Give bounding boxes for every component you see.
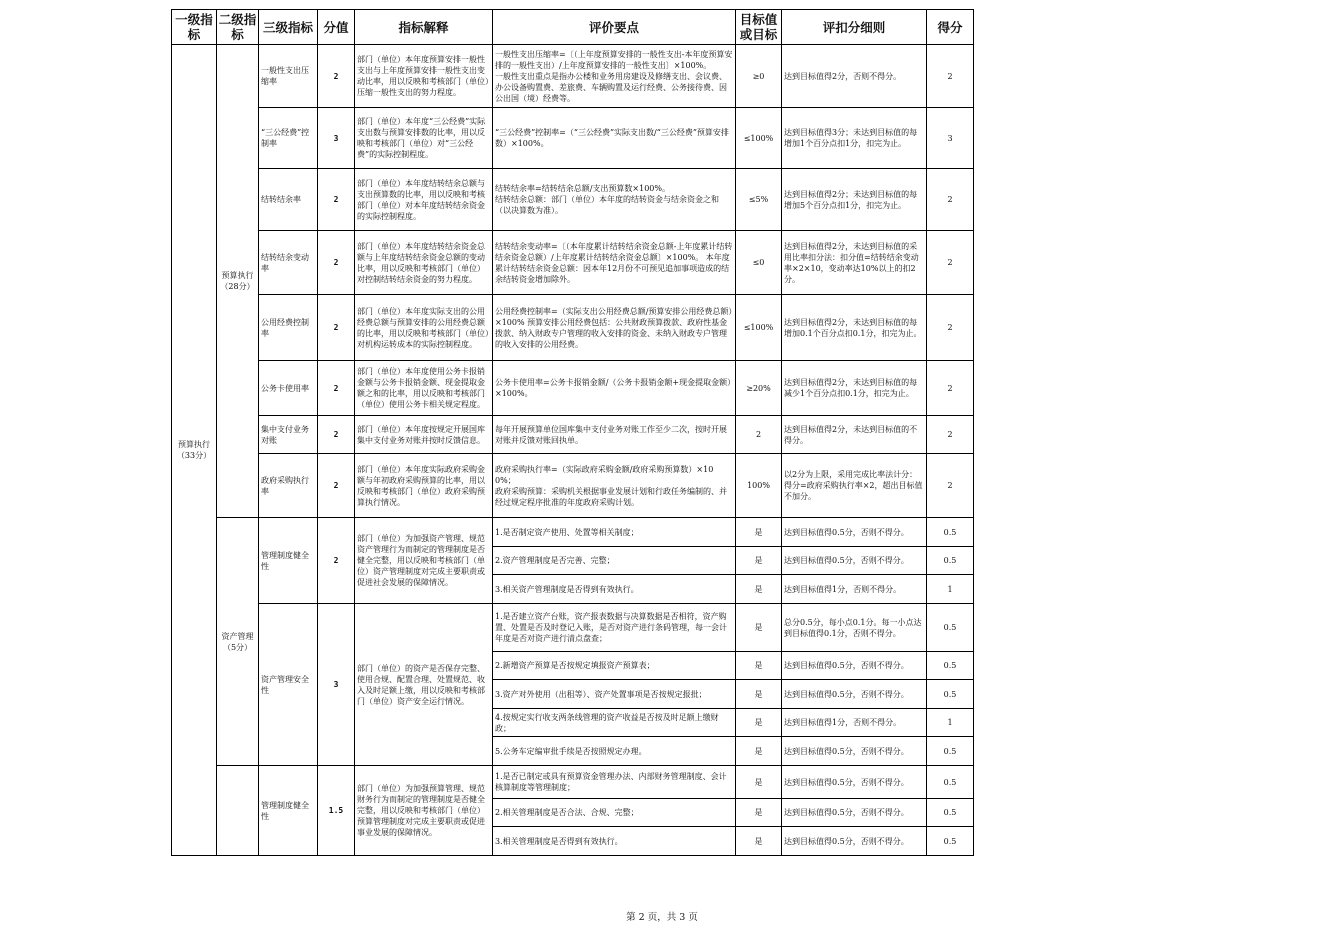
indicator-score: 2 [318,454,355,518]
indicator-points: 政府采购执行率=（实际政府采购金额/政府采购预算数）×100%； 政府采购预算：采购机关根据事业发展计划和行政任务编制的、并经过规定程序批准的年度政府采购计划。 [493,454,736,518]
indicator-explain: 部门（单位）本年度预算安排一般性支出与上年度预算安排一般性支出变动比率，用以反映和考核部门（单位）压缩一般性支出的努力程度。 [355,45,493,108]
level1-cell: 预算执行 （33分） [172,45,217,856]
indicator-score: 2 [318,231,355,295]
indicator-target: 是 [736,766,782,799]
table-row [172,416,974,454]
table-row [172,169,974,231]
indicator-target: 是 [736,547,782,575]
indicator-name: 管理制度健全性 [259,518,318,604]
indicator-got: 2 [927,45,974,108]
indicator-detail: 达到目标值得0.5分，否则不得分。 [782,652,927,680]
indicator-points: “三公经费”控制率=（“三公经费”实际支出数/“三公经费”预算安排数）×100%。 [493,108,736,169]
table-row [172,295,974,361]
indicator-explain: 部门（单位）本年度结转结余总额与支出预算数的比率，用以反映和考核部门（单位）对本年度结转结余资金的实际控制程度。 [355,169,493,231]
indicator-got: 2 [927,361,974,416]
indicator-points: 公务卡使用率=公务卡报销金额/（公务卡报销金额+现金提取金额）×100%。 [493,361,736,416]
indicator-target: ≥0 [736,45,782,108]
indicator-explain: 部门（单位）本年度按规定开展国库集中支付业务对账并按时反馈信息。 [355,416,493,454]
indicator-explain: 部门（单位）为加强资产管理、规范资产管理行为而制定的管理制度是否健全完整，用以反映和考核部门（单位）资产管理制度对完成主要职责或促进社会发展的保障情况。 [355,518,493,604]
indicator-name: 公用经费控制率 [259,295,318,361]
indicator-got: 0.5 [927,827,974,856]
indicator-target: 是 [736,652,782,680]
indicator-target: 是 [736,680,782,709]
indicator-detail: 达到目标值得0.5分，否则不得分。 [782,547,927,575]
indicator-target: 是 [736,604,782,652]
indicator-points: 2.资产管理制度是否完善、完整； [493,547,736,575]
level2-cell: 预算执行 （28分） [217,45,259,518]
header-got: 得分 [927,10,974,45]
indicator-got: 0.5 [927,766,974,799]
indicator-points: 3.资产对外使用（出租等）、资产处置事项是否按规定报批； [493,680,736,709]
indicator-got: 2 [927,169,974,231]
indicator-score: 2 [318,361,355,416]
header-detail: 评扣分细则 [782,10,927,45]
header-target: 目标值或目标 [736,10,782,45]
indicator-name: 资产管理安全性 [259,604,318,766]
indicator-points: 每年开展预算单位国库集中支付业务对账工作至少二次，按时开展对账并反馈对账回执单。 [493,416,736,454]
indicator-points: 3.相关管理制度是否得到有效执行。 [493,827,736,856]
indicator-detail: 达到目标值得2分，未达到目标值的不得分。 [782,416,927,454]
indicator-detail: 达到目标值得1分，否则不得分。 [782,709,927,737]
indicator-explain: 部门（单位）的资产是否保存完整、使用合规、配置合理、处置规范、收入及时足额上缴，用以反映和考核部门（单位）资产安全运行情况。 [355,604,493,766]
indicator-name: 结转结余率 [259,169,318,231]
indicator-points: 结转结余变动率=〔（本年度累计结转结余资金总额-上年度累计结转结余资金总额）/上年度累计结转结余资金总额〕×100%。 本年度累计结转结余资金总额：因本年12月份不可预见追加事项造成的结余结转资金增加除外。 [493,231,736,295]
indicator-target: ≤5% [736,169,782,231]
header-row [172,10,974,45]
indicator-points: 1.是否制定资产使用、处置等相关制度； [493,518,736,547]
indicator-target: 2 [736,416,782,454]
indicator-target: 是 [736,709,782,737]
indicator-points: 2.新增资产预算是否按规定填报资产预算表； [493,652,736,680]
page-number: 第 2 页，共 3 页 [626,912,698,923]
indicator-name: 政府采购执行率 [259,454,318,518]
table-row [172,361,974,416]
header-score: 分值 [318,10,355,45]
indicator-detail: 总分0.5分，每小点0.1分。每一小点达到目标值得0.1分，否则不得分。 [782,604,927,652]
indicator-got: 1 [927,575,974,604]
indicator-target: ≤100% [736,295,782,361]
indicator-score: 2 [318,295,355,361]
indicator-detail: 达到目标值得2分，未达到目标值的每减少1个百分点扣0.1分，扣完为止。 [782,361,927,416]
indicator-detail: 达到目标值得0.5分，否则不得分。 [782,518,927,547]
indicator-explain: 部门（单位）本年度实际支出的公用经费总额与预算安排的公用经费总额的比率，用以反映和考核部门（单位）对机构运转成本的实际控制程度。 [355,295,493,361]
indicator-target: 是 [736,827,782,856]
indicator-got: 3 [927,108,974,169]
indicator-got: 0.5 [927,652,974,680]
header-level2: 二级指标 [217,10,259,45]
indicator-got: 2 [927,295,974,361]
indicator-points: 2.相关管理制度是否合法、合规、完整； [493,799,736,827]
indicator-points: 4.按规定实行收支两条线管理的资产收益是否按及时足额上缴财政； [493,709,736,737]
header-points: 评价要点 [493,10,736,45]
indicator-score: 2 [318,169,355,231]
indicator-got: 0.5 [927,547,974,575]
header-level1: 一级指标 [172,10,217,45]
indicator-detail: 达到目标值得0.5分，否则不得分。 [782,827,927,856]
indicator-detail: 达到目标值得0.5分，否则不得分。 [782,737,927,766]
indicator-target: 是 [736,737,782,766]
indicator-name: 集中支付业务对账 [259,416,318,454]
indicator-score: 2 [318,416,355,454]
indicator-detail: 达到目标值得2分，未达到目标值的每增加0.1个百分点扣0.1分，扣完为止。 [782,295,927,361]
indicator-detail: 达到目标值得2分，否则不得分。 [782,45,927,108]
table-row [172,231,974,295]
indicator-points: 公用经费控制率=（实际支出公用经费总额/预算安排公用经费总额）×100% 预算安排公用经费包括：公共财政预算拨款、政府性基金拨款、纳入财政专户管理的收入安排的资金、未纳入财政专户管理的收入安排的公用经费。 [493,295,736,361]
table-row [172,45,974,108]
indicator-name: “三公经费”控制率 [259,108,318,169]
table-row [172,108,974,169]
indicator-target: ≤100% [736,108,782,169]
indicator-detail: 达到目标值得0.5分，否则不得分。 [782,766,927,799]
level2-cell: 资产管理 （5分） [217,518,259,766]
indicator-explain: 部门（单位）本年度使用公务卡报销金额与公务卡报销金额、现金提取金额之和的比率，用以反映和考核部门（单位）使用公务卡相关规定程度。 [355,361,493,416]
indicator-got: 0.5 [927,737,974,766]
indicator-score: 1.5 [318,766,355,856]
indicator-target: 是 [736,575,782,604]
indicator-got: 0.5 [927,518,974,547]
indicator-detail: 达到目标值得1分，否则不得分。 [782,575,927,604]
indicator-got: 2 [927,454,974,518]
indicator-explain: 部门（单位）本年度结转结余资金总额与上年度结转结余资金总额的变动比率，用以反映和考核部门（单位）对控制结转结余资金的努力程度。 [355,231,493,295]
indicator-points: 一般性支出压缩率=〔（上年度预算安排的一般性支出-本年度预算安排的一般性支出）/上年度预算安排的一般性支出〕×100%。 一般性支出重点是指办公楼和业务用房建设及修缮支出、会议费、办公设备购置费、差旅费、车辆购置及运行经费、公务接待费、因公出国（境）经费等。 [493,45,736,108]
indicator-score: 3 [318,604,355,766]
table-row [172,604,974,652]
level2-cell [217,766,259,856]
indicator-explain: 部门（单位）本年度“三公经费”实际支出数与预算安排数的比率，用以反映和考核部门（单位）对“三公经费”的实际控制程度。 [355,108,493,169]
indicator-score: 2 [318,518,355,604]
evaluation-table [171,9,974,856]
indicator-score: 3 [318,108,355,169]
indicator-detail: 以2分为上限，采用完成比率法计分：得分=政府采购执行率×2，超出目标值不加分。 [782,454,927,518]
table-row [172,766,974,799]
indicator-points: 1.是否建立资产台账，资产报表数据与决算数据是否相符，资产购置、处置是否及时登记入账，是否对资产进行条码管理，每一会计年度是否对资产进行清点盘查； [493,604,736,652]
indicator-detail: 达到目标值得2分；未达到目标值的每增加5个百分点扣1分，扣完为止。 [782,169,927,231]
indicator-explain: 部门（单位）为加强预算管理、规范财务行为而制定的管理制度是否健全完整，用以反映和考核部门（单位）预算管理制度对完成主要职责或促进事业发展的保障情况。 [355,766,493,856]
table-row [172,454,974,518]
indicator-detail: 达到目标值得0.5分，否则不得分。 [782,680,927,709]
indicator-target: 100% [736,454,782,518]
indicator-got: 0.5 [927,799,974,827]
indicator-target: 是 [736,518,782,547]
indicator-explain: 部门（单位）本年度实际政府采购金额与年初政府采购预算的比率，用以反映和考核部门（单位）政府采购预算执行情况。 [355,454,493,518]
indicator-points: 5.公务车定编审批手续是否按照规定办理。 [493,737,736,766]
indicator-name: 一般性支出压缩率 [259,45,318,108]
indicator-name: 结转结余变动率 [259,231,318,295]
indicator-got: 0.5 [927,680,974,709]
indicator-detail: 达到目标值得0.5分，否则不得分。 [782,799,927,827]
indicator-detail: 达到目标值得3分；未达到目标值的每增加1个百分点扣1分，扣完为止。 [782,108,927,169]
indicator-target: ≥20% [736,361,782,416]
indicator-points: 结转结余率=结转结余总额/支出预算数×100%。 结转结余总额：部门（单位）本年度的结转资金与结余资金之和（以决算数为准）。 [493,169,736,231]
indicator-name: 公务卡使用率 [259,361,318,416]
indicator-target: ≤0 [736,231,782,295]
indicator-score: 2 [318,45,355,108]
indicator-got: 2 [927,416,974,454]
indicator-got: 0.5 [927,604,974,652]
indicator-got: 1 [927,709,974,737]
header-explain: 指标解释 [355,10,493,45]
table-row [172,518,974,547]
indicator-points: 1.是否已制定或具有预算资金管理办法、内部财务管理制度、会计核算制度等管理制度； [493,766,736,799]
indicator-got: 2 [927,231,974,295]
indicator-points: 3.相关资产管理制度是否得到有效执行。 [493,575,736,604]
indicator-name: 管理制度健全性 [259,766,318,856]
indicator-detail: 达到目标值得2分，未达到目标值的采用比率扣分法：扣分值=结转结余变动率×2×10，变动率达10%以上的扣2分。 [782,231,927,295]
header-level3: 三级指标 [259,10,318,45]
indicator-target: 是 [736,799,782,827]
